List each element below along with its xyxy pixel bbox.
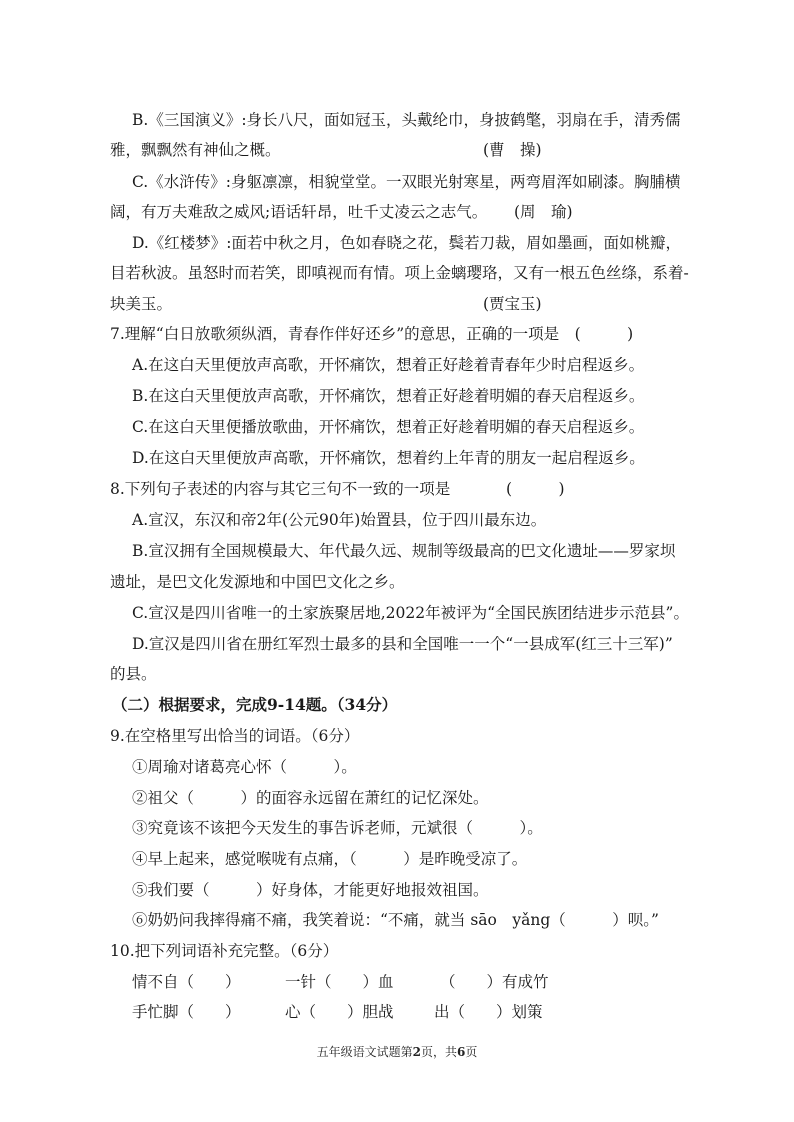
q9-item-4: ④早上起来，感觉喉咙有点痛，（ ）是昨晚受凉了。 bbox=[132, 850, 528, 868]
q8-option-a: A.宣汉，东汉和帝2年(公元90年)始置县，位于四川最东边。 bbox=[132, 511, 547, 529]
q10-idiom-3: （ ）有成竹 bbox=[440, 973, 549, 991]
q10-idiom-1: 情不自（ ） bbox=[132, 973, 241, 991]
q10-idiom-6: 出（ ）划策 bbox=[434, 1003, 543, 1021]
footer-prefix: 五年级语文试题第 bbox=[316, 1045, 413, 1059]
q8-answer-paren: ( ) bbox=[506, 480, 565, 498]
q7-option-b: B.在这白天里便放声高歌，开怀痛饮，想着正好趁着明媚的春天启程返乡。 bbox=[132, 387, 645, 405]
q10-stem: 10.把下列词语补充完整。（6分） bbox=[110, 942, 339, 960]
q7-option-c: C.在这白天里便播放歌曲，开怀痛饮，想着正好趁着明媚的春天启程返乡。 bbox=[132, 418, 645, 436]
q7-option-d: D.在这白天里便放声高歌，开怀痛饮，想着约上年青的朋友一起启程返乡。 bbox=[132, 449, 645, 467]
q9-item-5: ⑤我们要（ ）好身体，才能更好地报效祖国。 bbox=[132, 881, 489, 899]
footer-suffix: 页 bbox=[465, 1045, 478, 1059]
q8-option-d-line1: D.宣汉是四川省在册红军烈士最多的县和全国唯一一个“一县成军(红三十三军)” bbox=[132, 635, 673, 653]
q6-option-d-line3: 块美玉。 bbox=[110, 295, 173, 313]
q6-option-b-line1: B.《三国演义》:身长八尺，面如冠玉，头戴纶巾，身披鹤氅，羽扇在手，清秀儒 bbox=[132, 111, 681, 129]
q6-option-b-line2: 雅，飘飘然有神仙之概。 bbox=[110, 141, 281, 159]
q9-item-3: ③究竟该不该把今天发生的事告诉老师，元斌很（ ）。 bbox=[132, 819, 543, 837]
q6-option-d-line2: 目若秋波。虽怒时而若笑，即嗔视而有情。项上金螭璎珞，又有一根五色丝绦，系着- bbox=[110, 264, 689, 282]
footer-page-number: 2 bbox=[412, 1045, 421, 1059]
page-footer bbox=[0, 1043, 794, 1060]
q10-idiom-4: 手忙脚（ ） bbox=[132, 1003, 241, 1021]
q7-stem: 7.理解“白日放歌须纵酒，青春作伴好还乡”的意思，正确的一项是 ( ) bbox=[110, 325, 634, 343]
q6-option-d-answer: (贾宝玉) bbox=[483, 295, 542, 313]
q10-idiom-5: 心（ ）胆战 bbox=[285, 1003, 394, 1021]
q8-option-c: C.宣汉是四川省唯一的土家族聚居地,2022年被评为“全国民族团结进步示范县”。 bbox=[132, 604, 689, 622]
q9-item-1: ①周瑜对诸葛亮心怀（ ）。 bbox=[132, 758, 357, 776]
q10-idiom-2: 一针（ ）血 bbox=[285, 973, 394, 991]
q9-item-2: ②祖父（ ）的面容永远留在萧红的记忆深处。 bbox=[132, 789, 489, 807]
q8-option-b-line2: 遗址，是巴文化发源地和中国巴文化之乡。 bbox=[110, 573, 405, 591]
footer-total-pages: 6 bbox=[457, 1045, 466, 1059]
q6-option-c-answer: (周 瑜) bbox=[514, 203, 573, 221]
q9-item-6: ⑥奶奶问我摔得痛不痛，我笑着说：“不痛，就当 sāo yǎng（ ）呗。” bbox=[132, 911, 659, 929]
q7-option-a: A.在这白天里便放声高歌，开怀痛饮，想着正好趁着青春年少时启程返乡。 bbox=[132, 356, 645, 374]
q6-option-d-line1: D.《红楼梦》:面若中秋之月，色如春晓之花，鬓若刀裁，眉如墨画，面如桃瓣， bbox=[132, 234, 682, 252]
q8-option-d-line2: 的县。 bbox=[110, 665, 157, 683]
q8-stem: 8.下列句子表述的内容与其它三句不一致的一项是 bbox=[110, 480, 451, 498]
section-2-heading: （二）根据要求，完成9-14题。（34分） bbox=[112, 695, 398, 714]
q6-option-b-answer: (曹 操) bbox=[483, 141, 542, 159]
q6-option-c-line2: 阔，有万夫难敌之威风;语话轩昂，吐千丈凌云之志气。 bbox=[110, 203, 488, 221]
q6-option-c-line1: C.《水浒传》:身躯凛凛，相貌堂堂。一双眼光射寒星，两弯眉浑如刷漆。胸脯横 bbox=[132, 173, 681, 191]
footer-mid: 页，共 bbox=[420, 1045, 457, 1059]
q8-option-b-line1: B.宣汉拥有全国规模最大、年代最久远、规制等级最高的巴文化遗址——罗家坝 bbox=[132, 542, 676, 560]
q9-stem: 9.在空格里写出恰当的词语。（6分） bbox=[110, 727, 360, 745]
